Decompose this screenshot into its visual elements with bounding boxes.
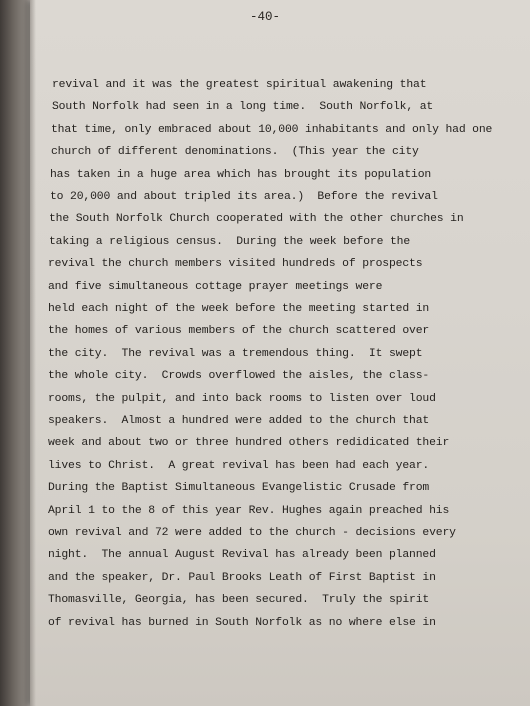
page-body-text <box>0 78 530 698</box>
text-line-18: lives to Christ. A great revival has been had each year. <box>48 459 430 472</box>
text-line-2: South Norfolk had seen in a long time. South Norfolk, at <box>52 101 434 114</box>
text-line-11: held each night of the week before the meeting started in <box>48 303 430 315</box>
text-line-17: week and about two or three hundred others redidicated their <box>48 437 450 450</box>
text-line-14: the whole city. Crowds overflowed the aisles, the class- <box>48 370 430 383</box>
text-line-9: revival the church members visited hundreds of prospects <box>48 258 423 271</box>
text-line-4: church of different denominations. (This year the city <box>51 146 419 159</box>
text-line-21: own revival and 72 were added to the church - decisions every <box>48 527 456 539</box>
page-number <box>0 10 530 24</box>
text-line-7: the South Norfolk Church cooperated with the other churches in <box>49 213 464 226</box>
text-line-19: During the Baptist Simultaneous Evangelistic Crusade from <box>48 482 430 495</box>
text-line-22: night. The annual August Revival has already been planned <box>48 549 436 562</box>
text-line-16: speakers. Almost a hundred were added to the church that <box>48 415 430 427</box>
text-line-3: that time, only embraced about 10,000 inhabitants and only had one <box>51 123 493 136</box>
page-number-text: -40- <box>249 10 280 24</box>
text-line-5: has taken in a huge area which has brought its population <box>50 168 432 181</box>
text-line-20: April 1 to the 8 of this year Rev. Hughes again preached his <box>48 504 450 517</box>
text-line-8: taking a religious census. During the week before the <box>49 235 411 248</box>
text-line-24: Thomasville, Georgia, has been secured. Truly the spirit <box>48 594 430 607</box>
text-line-13: the city. The revival was a tremendous thing. It swept <box>48 347 423 360</box>
text-line-10: and five simultaneous cottage prayer meetings were <box>48 280 383 293</box>
text-line-12: the homes of various members of the church scattered over <box>48 325 430 338</box>
text-line-1: revival and it was the greatest spiritual awakening that <box>52 79 427 91</box>
text-line-25: of revival has burned in South Norfolk as no where else in <box>48 616 436 629</box>
text-line-6: to 20,000 and about tripled its area.) Before the revival <box>50 191 438 203</box>
text-line-15: rooms, the pulpit, and into back rooms to listen over loud <box>48 392 436 405</box>
text-line-23: and the speaker, Dr. Paul Brooks Leath of First Baptist in <box>48 571 436 584</box>
